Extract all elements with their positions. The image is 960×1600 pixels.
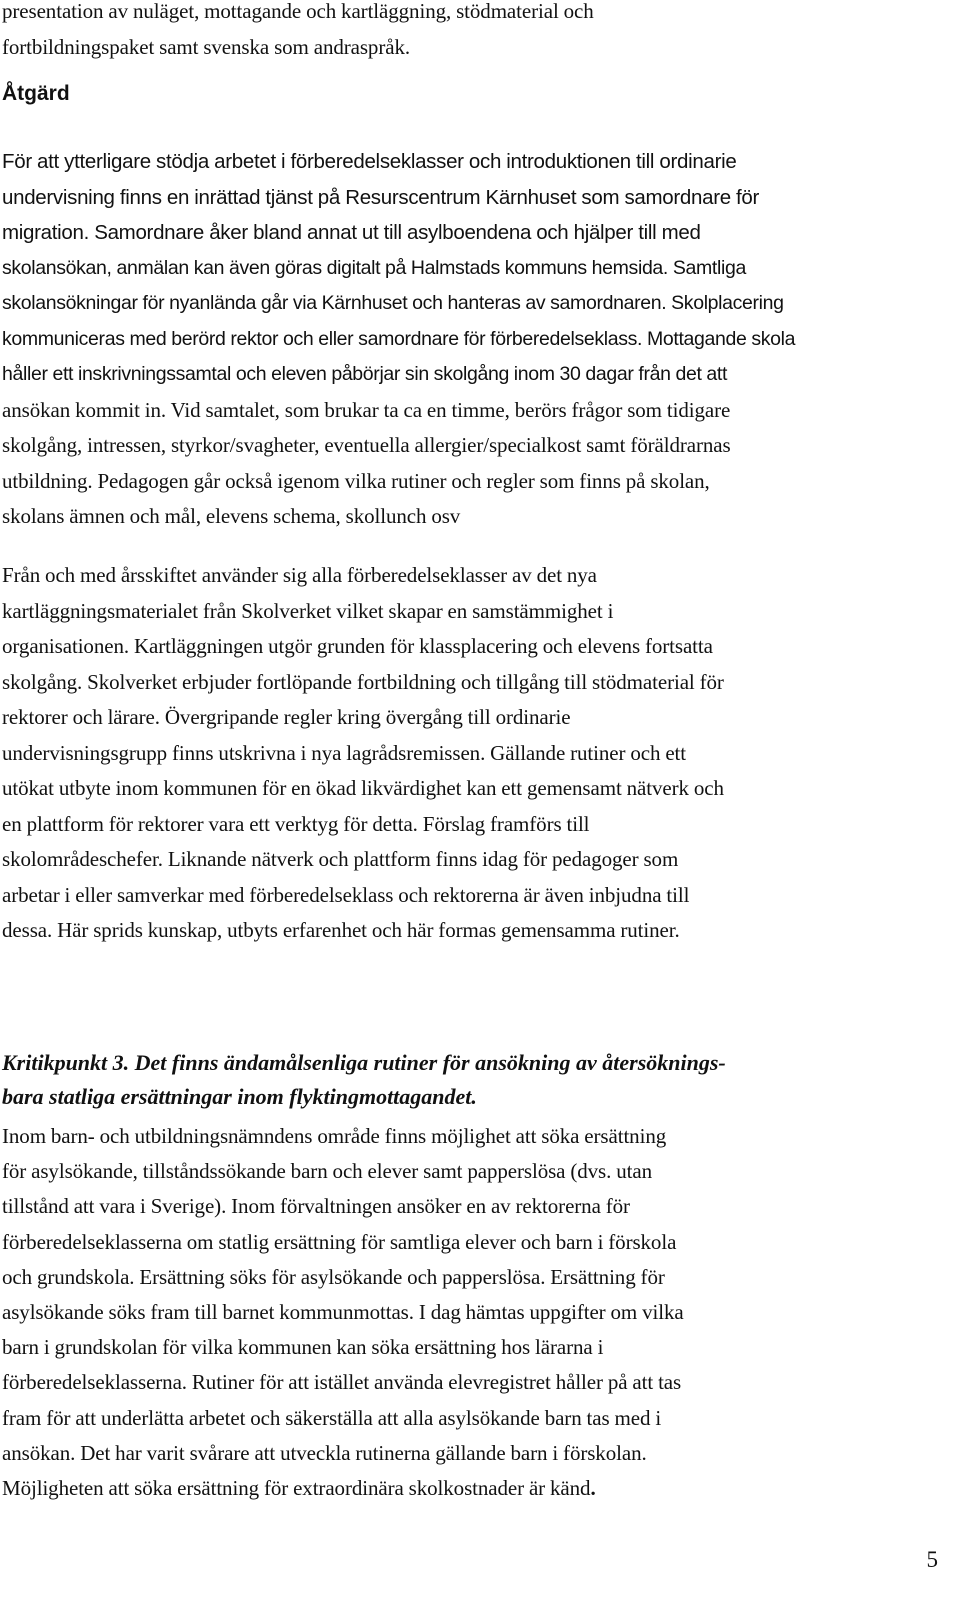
section-heading-atgard: Åtgärd <box>2 82 70 105</box>
heading-line: Kritikpunkt 3. Det finns ändamålsenliga rutiner för ansökning av återsöknings- <box>2 1050 726 1075</box>
paragraph-line: skolgång, intressen, styrkor/svagheter, eventuella allergier/specialkost samt föräldrarnas <box>2 433 731 457</box>
paragraph-line: ansökan kommit in. Vid samtalet, som brukar ta ca en timme, berörs frågor som tidigare <box>2 397 731 422</box>
paragraph-line: utbildning. Pedagogen går också igenom vilka rutiner och regler som finns på skolan, <box>2 468 710 493</box>
paragraph-line: håller ett inskrivningssamtal och eleven påbörjar sin skolgång inom 30 dagar från det att <box>2 363 728 385</box>
paragraph-line: Från och med årsskiftet använder sig alla förberedelseklasser av det nya <box>2 563 597 587</box>
paragraph-line: arbetar i eller samverkar med förberedelseklass och rektorerna är även inbjudna till <box>2 882 690 907</box>
paragraph-line: kartläggningsmaterialet från Skolverket vilket skapar en samstämmighet i <box>2 598 614 623</box>
paragraph-line: rektorer och lärare. Övergripande regler kring övergång till ordinarie <box>2 705 571 729</box>
paragraph-line: skolansökan, anmälan kan även göras digitalt på Halmstads kommuns hemsida. Samtliga <box>2 256 746 279</box>
heading-line: bara statliga ersättningar inom flyktingmottagandet. <box>2 1084 477 1109</box>
paragraph-line: dessa. Här sprids kunskap, utbyts erfarenhet och här formas gemensamma rutiner. <box>2 918 680 942</box>
paragraph-line: migration. Samordnare åker bland annat ut till asylboendena och hjälper till med <box>2 221 701 244</box>
last-line-text: Möjligheten att söka ersättning för extraordinära skolkostnader är känd <box>2 1476 591 1501</box>
paragraph-line <box>2 1471 952 1506</box>
paragraph-line: tillstånd att vara i Sverige). Inom förvaltningen ansöker en av rektorerna för <box>2 1194 630 1219</box>
paragraph-line: undervisningsgrupp finns utskrivna i nya lagrådsremissen. Gällande rutiner och ett <box>2 740 687 765</box>
last-line-period: . <box>590 1476 596 1501</box>
kritikpunkt-heading <box>2 1046 952 1114</box>
paragraph-line: ansökan. Det har varit svårare att utveckla rutinerna gällande barn i förskolan. <box>2 1440 647 1465</box>
paragraph-line: fortbildningspaket samt svenska som andraspråk. <box>2 34 410 59</box>
paragraph-line: presentation av nuläget, mottagande och kartläggning, stödmaterial och <box>2 0 594 23</box>
paragraph-line: och grundskola. Ersättning söks för asylsökande och papperslösa. Ersättning för <box>2 1264 665 1289</box>
paragraph-line: skolgång. Skolverket erbjuder fortlöpande fortbildning och tillgång till stödmaterial för <box>2 669 724 694</box>
paragraph-line: skolans ämnen och mål, elevens schema, skollunch osv <box>2 504 461 528</box>
paragraph-line: organisationen. Kartläggningen utgör grunden för klassplacering och elevens fortsatta <box>2 634 713 658</box>
paragraph-line: en plattform för rektorer vara ett verktyg för detta. Förslag framförs till <box>2 811 590 836</box>
paragraph-line: fram för att underlätta arbetet och säkerställa att alla asylsökande barn tas med i <box>2 1405 662 1430</box>
paragraph-line: förberedelseklasserna. Rutiner för att istället använda elevregistret håller på att tas <box>2 1370 682 1395</box>
ersattning-paragraph <box>2 1119 952 1506</box>
paragraph-line: asylsökande söks fram till barnet kommunmottas. I dag hämtas uppgifter om vilka <box>2 1300 684 1325</box>
paragraph-line: För att ytterligare stödja arbetet i förberedelseklasser och introduktionen till ordinarie <box>2 150 737 173</box>
atgard-paragraph <box>2 144 952 535</box>
paragraph-line: skolområdeschefer. Liknande nätverk och plattform finns idag för pedagoger som <box>2 847 679 871</box>
paragraph-line: utökat utbyte inom kommunen för en ökad likvärdighet kan ett gemensamt nätverk och <box>2 776 724 800</box>
paragraph-line: förberedelseklasserna om statlig ersättning för samtliga elever och barn i förskola <box>2 1229 677 1254</box>
page-number: 5 <box>926 1547 938 1572</box>
paragraph-line: kommuniceras med berörd rektor och eller samordnare för förberedelseklass. Mottagande skola <box>2 327 796 350</box>
paragraph-line: undervisning finns en inrättad tjänst på Resurscentrum Kärnhuset som samordnare för <box>2 185 760 209</box>
paragraph-line: Inom barn- och utbildningsnämndens område finns möjlighet att söka ersättning <box>2 1124 667 1148</box>
intro-paragraph <box>2 0 952 65</box>
kartlaggning-paragraph <box>2 558 952 949</box>
paragraph-line: skolansökningar för nyanlända går via Kärnhuset och hanteras av samordnaren. Skolplacering <box>2 292 784 314</box>
paragraph-line: barn i grundskolan för vilka kommunen kan söka ersättning hos lärarna i <box>2 1335 604 1360</box>
paragraph-line: för asylsökande, tillståndssökande barn och elever samt papperslösa (dvs. utan <box>2 1159 652 1184</box>
